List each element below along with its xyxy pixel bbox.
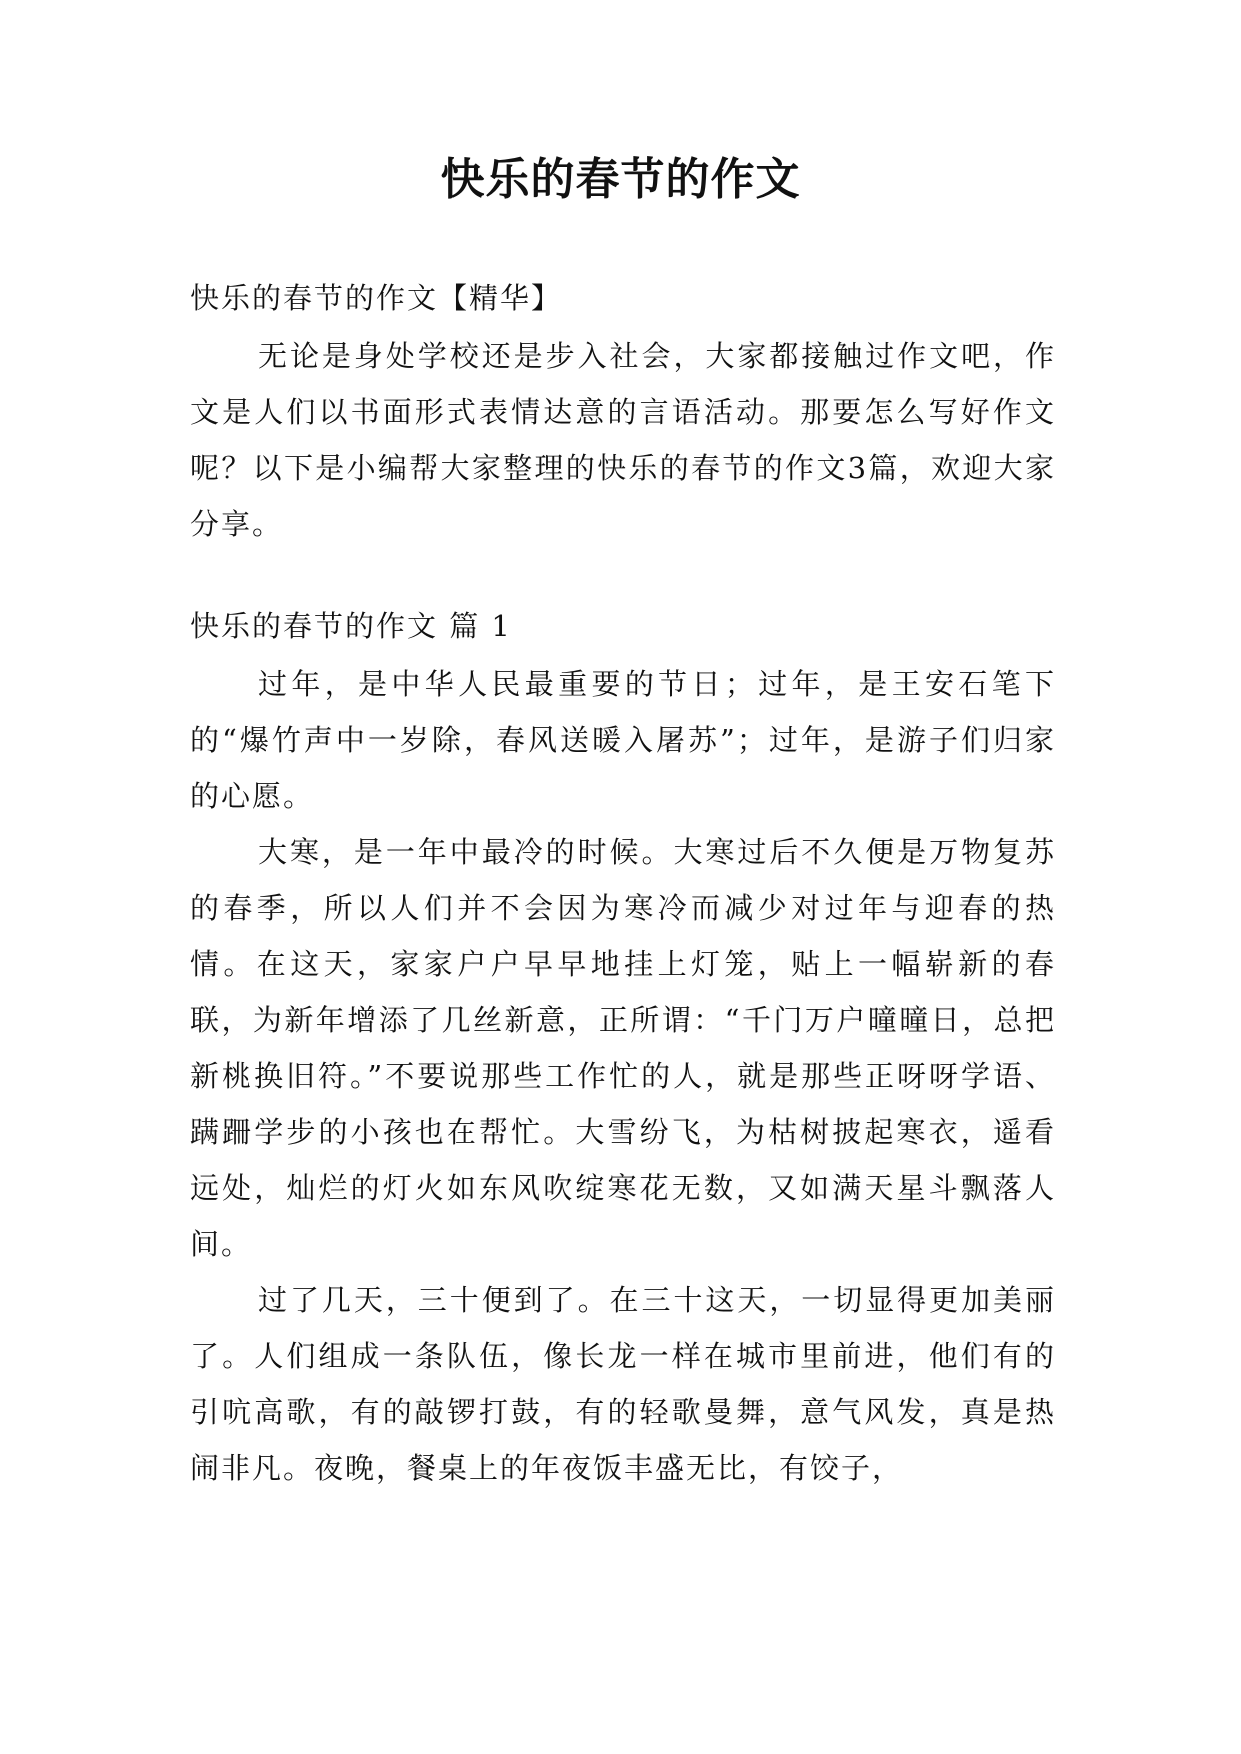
body-paragraph: 过了几天，三十便到了。在三十这天，一切显得更加美丽了。人们组成一条队伍，像长龙一样在城市里前进，他们有的引吭高歌，有的敲锣打鼓，有的轻歌曼舞，意气风发，真是热闹非凡。夜晚，餐桌上的年夜饭丰盛无比，有饺子， [190, 1283, 1056, 1485]
body-paragraph: 大寒，是一年中最冷的时候。大寒过后不久便是万物复苏的春季，所以人们并不会因为寒冷而减少对过年与迎春的热情。在这天，家家户户早早地挂上灯笼，贴上一幅崭新的春联，为新年增添了几丝新意，正所谓：“千门万户曈曈日，总把新桃换旧符。”不要说那些工作忙的人，就是那些正呀呀学语、蹒跚学步的小孩也在帮忙。大雪纷飞，为枯树披起寒衣，遥看远处，灿烂的灯火如东风吹绽寒花无数，又如满天星斗飘落人间。 [190, 835, 1056, 1261]
intro-heading: 快乐的春节的作文【精华】 [190, 281, 563, 315]
document-body [190, 270, 1056, 1496]
section-heading: 快乐的春节的作文 篇 1 [190, 609, 512, 643]
document-title: 快乐的春节的作文 [440, 154, 801, 205]
intro-paragraph: 无论是身处学校还是步入社会，大家都接触过作文吧，作文是人们以书面形式表情达意的言语活动。那要怎么写好作文呢？以下是小编帮大家整理的快乐的春节的作文3篇，欢迎大家分享。 [190, 339, 1056, 541]
body-paragraph: 过年，是中华人民最重要的节日；过年，是王安石笔下的“爆竹声中一岁除，春风送暖入屠苏”；过年，是游子们归家的心愿。 [190, 667, 1056, 813]
